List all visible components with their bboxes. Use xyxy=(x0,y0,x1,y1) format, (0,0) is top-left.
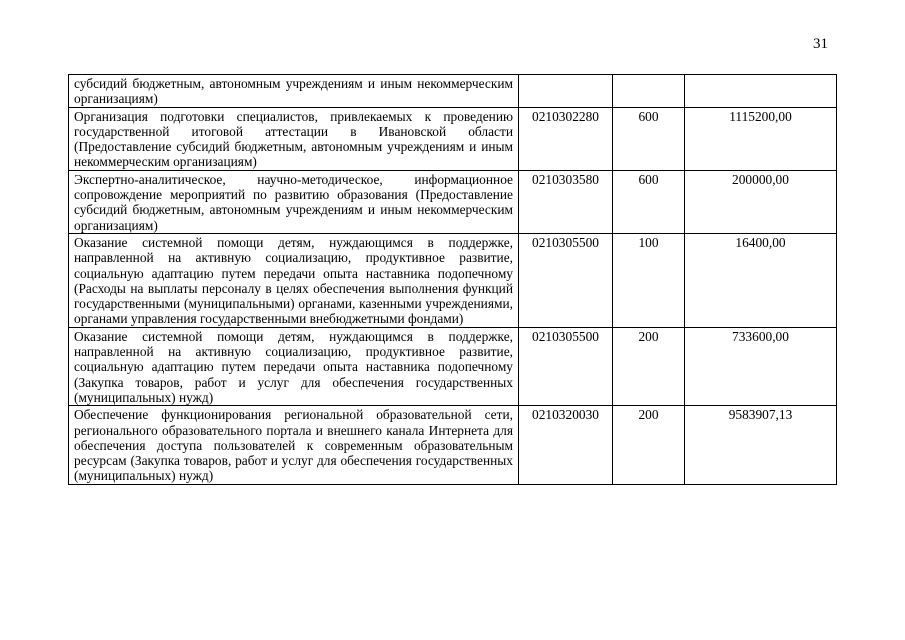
row-amount: 9583907,13 xyxy=(685,406,837,484)
page-number: 31 xyxy=(813,36,828,52)
row-target-code: 0210305500 xyxy=(519,233,613,327)
table-row xyxy=(69,233,837,327)
row-amount: 1115200,00 xyxy=(685,107,837,170)
row-description: субсидий бюджетным, автономным учреждениям и иным некоммерческим организациям) xyxy=(69,75,519,108)
row-expense-type xyxy=(613,75,685,108)
table-row xyxy=(69,170,837,233)
row-description: Оказание системной помощи детям, нуждающимся в поддержке, направленной на активную социализацию, продуктивное развитие, социальную адаптацию путем передачи опыта наставника подопечному (Расходы на выплаты персоналу в целях обеспечения выполнения функций государственными (муниципальными) органами, казенными учреждениями, органами управления государственными внебюджетными фондами) xyxy=(69,233,519,327)
row-target-code: 0210303580 xyxy=(519,170,613,233)
row-description: Оказание системной помощи детям, нуждающимся в поддержке, направленной на активную социализацию, продуктивное развитие, социальную адаптацию путем передачи опыта наставника подопечному (Закупка товаров, работ и услуг для обеспечения государственных (муниципальных) нужд) xyxy=(69,327,519,405)
row-description: Обеспечение функционирования региональной образовательной сети, регионального образовательного портала и внешнего канала Интернета для обеспечения доступа пользователей к современным образовательным ресурсам (Закупка товаров, работ и услуг для обеспечения государственных (муниципальных) нужд) xyxy=(69,406,519,484)
row-target-code: 0210305500 xyxy=(519,327,613,405)
table-row xyxy=(69,75,837,108)
row-amount: 200000,00 xyxy=(685,170,837,233)
row-target-code xyxy=(519,75,613,108)
row-amount xyxy=(685,75,837,108)
row-expense-type: 600 xyxy=(613,107,685,170)
table-row xyxy=(69,406,837,484)
row-expense-type: 200 xyxy=(613,327,685,405)
row-amount: 733600,00 xyxy=(685,327,837,405)
budget-table xyxy=(68,74,837,485)
row-expense-type: 600 xyxy=(613,170,685,233)
row-expense-type: 100 xyxy=(613,233,685,327)
row-description: Экспертно-аналитическое, научно-методическое, информационное сопровождение мероприятий по развитию образования (Предоставление субсидий бюджетным, автономным учреждениям и иным некоммерческим организациям) xyxy=(69,170,519,233)
table-row xyxy=(69,107,837,170)
row-target-code: 0210320030 xyxy=(519,406,613,484)
row-expense-type: 200 xyxy=(613,406,685,484)
row-amount: 16400,00 xyxy=(685,233,837,327)
row-description: Организация подготовки специалистов, привлекаемых к проведению государственной итоговой аттестации в Ивановской области (Предоставление субсидий бюджетным, автономным учреждениям и иным некоммерческим организациям) xyxy=(69,107,519,170)
row-target-code: 0210302280 xyxy=(519,107,613,170)
table-row xyxy=(69,327,837,405)
